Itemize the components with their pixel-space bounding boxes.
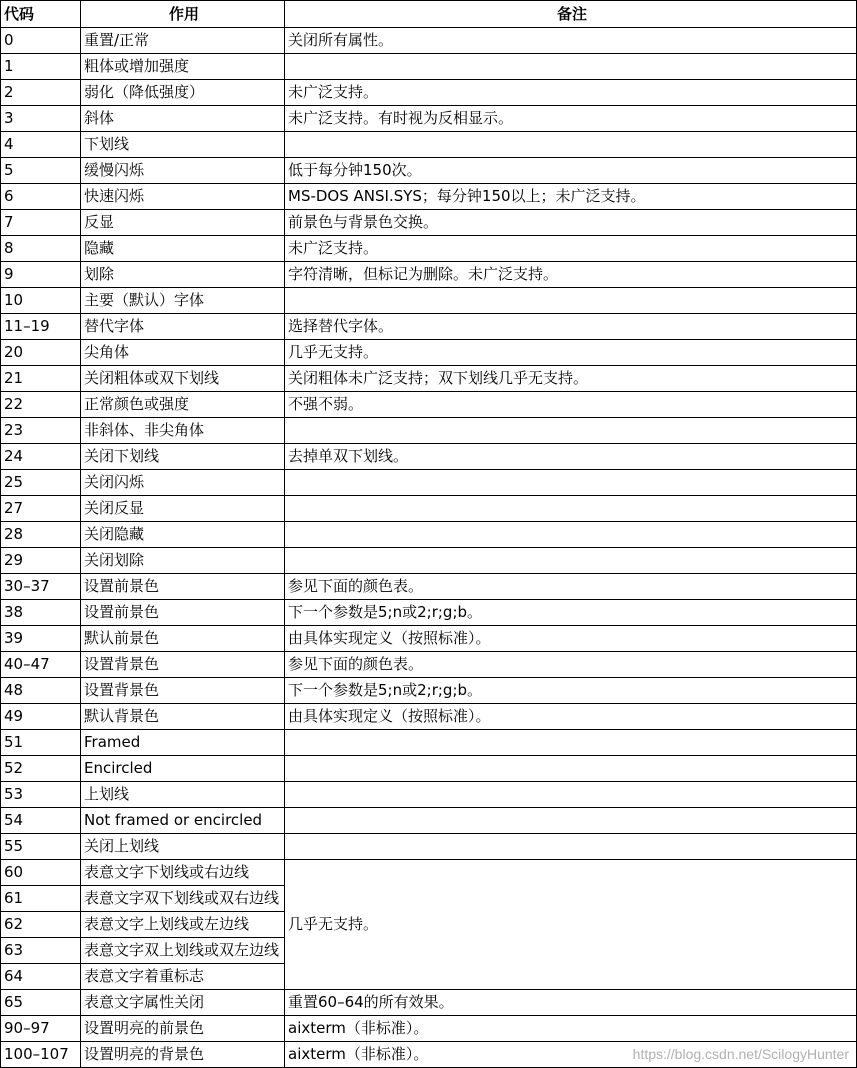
function-cell: 重置/正常 xyxy=(81,28,285,54)
table-row xyxy=(1,522,857,548)
code-cell: 63 xyxy=(1,938,81,964)
table-row xyxy=(1,210,857,236)
note-cell: aixterm（非标准）。 xyxy=(285,1042,857,1068)
note-cell xyxy=(285,834,857,860)
note-cell: 去掉单双下划线。 xyxy=(285,444,857,470)
code-cell: 8 xyxy=(1,236,81,262)
table-row xyxy=(1,730,857,756)
note-cell: 前景色与背景色交换。 xyxy=(285,210,857,236)
function-cell: 关闭上划线 xyxy=(81,834,285,860)
code-cell: 29 xyxy=(1,548,81,574)
function-cell: 设置明亮的前景色 xyxy=(81,1016,285,1042)
note-cell xyxy=(285,730,857,756)
code-cell: 40–47 xyxy=(1,652,81,678)
note-cell xyxy=(285,496,857,522)
function-cell: 尖角体 xyxy=(81,340,285,366)
code-cell: 48 xyxy=(1,678,81,704)
function-cell: 弱化（降低强度） xyxy=(81,80,285,106)
function-cell: 默认背景色 xyxy=(81,704,285,730)
table-row xyxy=(1,262,857,288)
code-cell: 54 xyxy=(1,808,81,834)
code-cell: 100–107 xyxy=(1,1042,81,1068)
code-cell: 55 xyxy=(1,834,81,860)
function-cell: 设置前景色 xyxy=(81,600,285,626)
note-cell xyxy=(285,132,857,158)
note-cell: 未广泛支持。有时视为反相显示。 xyxy=(285,106,857,132)
function-cell: 主要（默认）字体 xyxy=(81,288,285,314)
code-cell: 28 xyxy=(1,522,81,548)
table-row xyxy=(1,704,857,730)
table-row xyxy=(1,652,857,678)
function-cell: 正常颜色或强度 xyxy=(81,392,285,418)
table-row xyxy=(1,756,857,782)
function-cell: 关闭隐藏 xyxy=(81,522,285,548)
table-row xyxy=(1,418,857,444)
code-cell: 60 xyxy=(1,860,81,886)
function-cell: 上划线 xyxy=(81,782,285,808)
table-row xyxy=(1,860,857,886)
function-cell: 关闭下划线 xyxy=(81,444,285,470)
function-cell: 表意文字着重标志 xyxy=(81,964,285,990)
table-row xyxy=(1,392,857,418)
function-cell: 替代字体 xyxy=(81,314,285,340)
function-cell: 表意文字双下划线或双右边线 xyxy=(81,886,285,912)
code-cell: 4 xyxy=(1,132,81,158)
table-row xyxy=(1,626,857,652)
function-cell: 反显 xyxy=(81,210,285,236)
table-row xyxy=(1,288,857,314)
function-cell: 粗体或增加强度 xyxy=(81,54,285,80)
code-cell: 24 xyxy=(1,444,81,470)
function-cell: 设置背景色 xyxy=(81,652,285,678)
function-cell: Encircled xyxy=(81,756,285,782)
note-cell xyxy=(285,808,857,834)
note-cell: 由具体实现定义（按照标准）。 xyxy=(285,626,857,652)
code-cell: 23 xyxy=(1,418,81,444)
note-cell: 由具体实现定义（按照标准）。 xyxy=(285,704,857,730)
table-row xyxy=(1,808,857,834)
note-cell xyxy=(285,470,857,496)
table-row xyxy=(1,106,857,132)
table-body xyxy=(1,28,857,1068)
function-cell: 下划线 xyxy=(81,132,285,158)
code-cell: 11–19 xyxy=(1,314,81,340)
note-cell: 参见下面的颜色表。 xyxy=(285,652,857,678)
code-cell: 49 xyxy=(1,704,81,730)
function-cell: 关闭粗体或双下划线 xyxy=(81,366,285,392)
note-cell: 未广泛支持。 xyxy=(285,236,857,262)
note-cell: 选择替代字体。 xyxy=(285,314,857,340)
code-cell: 51 xyxy=(1,730,81,756)
code-cell: 52 xyxy=(1,756,81,782)
code-cell: 30–37 xyxy=(1,574,81,600)
code-cell: 27 xyxy=(1,496,81,522)
code-cell: 64 xyxy=(1,964,81,990)
function-cell: 关闭反显 xyxy=(81,496,285,522)
table-row xyxy=(1,496,857,522)
note-cell xyxy=(285,756,857,782)
function-cell: 设置前景色 xyxy=(81,574,285,600)
function-cell: 关闭划除 xyxy=(81,548,285,574)
table-row xyxy=(1,340,857,366)
note-cell: 关闭粗体未广泛支持；双下划线几乎无支持。 xyxy=(285,366,857,392)
function-cell: 表意文字上划线或左边线 xyxy=(81,912,285,938)
function-cell: 非斜体、非尖角体 xyxy=(81,418,285,444)
code-cell: 38 xyxy=(1,600,81,626)
note-cell: 关闭所有属性。 xyxy=(285,28,857,54)
note-cell xyxy=(285,418,857,444)
table-row xyxy=(1,782,857,808)
code-cell: 3 xyxy=(1,106,81,132)
note-cell xyxy=(285,54,857,80)
function-cell: 关闭闪烁 xyxy=(81,470,285,496)
code-cell: 6 xyxy=(1,184,81,210)
table-row xyxy=(1,548,857,574)
code-cell: 10 xyxy=(1,288,81,314)
table-row xyxy=(1,314,857,340)
note-cell: 几乎无支持。 xyxy=(285,340,857,366)
table-row xyxy=(1,444,857,470)
function-cell: 隐藏 xyxy=(81,236,285,262)
code-cell: 25 xyxy=(1,470,81,496)
function-cell: 默认前景色 xyxy=(81,626,285,652)
code-cell: 90–97 xyxy=(1,1016,81,1042)
note-cell xyxy=(285,548,857,574)
watermark: https://blog.csdn.net/ScilogyHunter xyxy=(632,1046,849,1062)
note-cell: 不强不弱。 xyxy=(285,392,857,418)
note-cell: 未广泛支持。 xyxy=(285,80,857,106)
function-cell: 斜体 xyxy=(81,106,285,132)
function-cell: 表意文字下划线或右边线 xyxy=(81,860,285,886)
code-cell: 20 xyxy=(1,340,81,366)
code-cell: 2 xyxy=(1,80,81,106)
table-row xyxy=(1,834,857,860)
table-row xyxy=(1,470,857,496)
code-cell: 5 xyxy=(1,158,81,184)
code-cell: 21 xyxy=(1,366,81,392)
note-cell: 下一个参数是5;n或2;r;g;b。 xyxy=(285,600,857,626)
note-cell-merged: 几乎无支持。 xyxy=(285,860,857,990)
table-row xyxy=(1,236,857,262)
code-cell: 53 xyxy=(1,782,81,808)
table-row xyxy=(1,366,857,392)
code-cell: 0 xyxy=(1,28,81,54)
function-cell: 表意文字属性关闭 xyxy=(81,990,285,1016)
function-cell: 快速闪烁 xyxy=(81,184,285,210)
table-row xyxy=(1,54,857,80)
code-cell: 7 xyxy=(1,210,81,236)
table-row xyxy=(1,990,857,1016)
function-cell: 设置背景色 xyxy=(81,678,285,704)
note-cell: 下一个参数是5;n或2;r;g;b。 xyxy=(285,678,857,704)
function-cell: 表意文字双上划线或双左边线 xyxy=(81,938,285,964)
table-row xyxy=(1,158,857,184)
note-cell xyxy=(285,288,857,314)
note-cell: 参见下面的颜色表。 xyxy=(285,574,857,600)
note-cell: 低于每分钟150次。 xyxy=(285,158,857,184)
function-cell: Framed xyxy=(81,730,285,756)
note-cell: 重置60–64的所有效果。 xyxy=(285,990,857,1016)
header-function: 作用 xyxy=(81,1,285,28)
table-row xyxy=(1,574,857,600)
note-cell xyxy=(285,522,857,548)
code-cell: 22 xyxy=(1,392,81,418)
code-cell: 61 xyxy=(1,886,81,912)
header-code: 代码 xyxy=(1,1,81,28)
code-cell: 39 xyxy=(1,626,81,652)
note-cell: aixterm（非标准）。 xyxy=(285,1016,857,1042)
function-cell: Not framed or encircled xyxy=(81,808,285,834)
function-cell: 缓慢闪烁 xyxy=(81,158,285,184)
header-row xyxy=(1,1,857,28)
header-note: 备注 xyxy=(285,1,857,28)
note-cell xyxy=(285,782,857,808)
table-row xyxy=(1,184,857,210)
function-cell: 划除 xyxy=(81,262,285,288)
code-cell: 65 xyxy=(1,990,81,1016)
code-cell: 9 xyxy=(1,262,81,288)
table-row xyxy=(1,28,857,54)
note-cell: 字符清晰，但标记为删除。未广泛支持。 xyxy=(285,262,857,288)
note-cell: MS-DOS ANSI.SYS；每分钟150以上；未广泛支持。 xyxy=(285,184,857,210)
table-row xyxy=(1,80,857,106)
code-cell: 62 xyxy=(1,912,81,938)
table-row xyxy=(1,678,857,704)
table-row xyxy=(1,1016,857,1042)
table-row xyxy=(1,132,857,158)
function-cell: 设置明亮的背景色 xyxy=(81,1042,285,1068)
table-row xyxy=(1,600,857,626)
code-cell: 1 xyxy=(1,54,81,80)
